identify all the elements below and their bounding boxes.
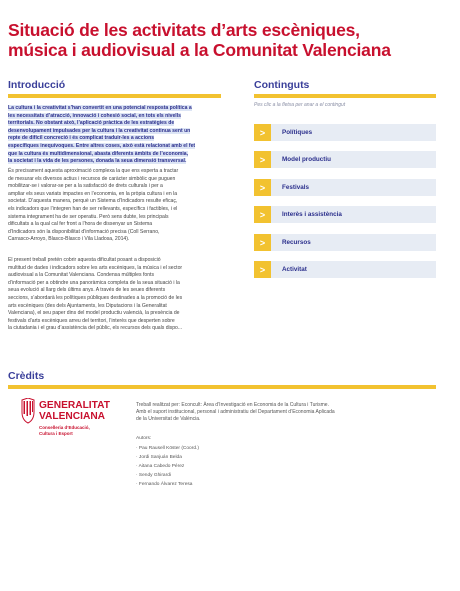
- credits-text: Treball realitzat per: Econcult: Àrea d’Investigació en Economia de la Cultura i Turisme. Amb el suport institucional, personal i administratiu del Departament d’Economia Aplicada de la Universitat de València.: [136, 402, 335, 422]
- intro-bold-line: la societat i la vida de les persones, donada la seua dimensió transversal.: [8, 158, 187, 165]
- arrow-right-icon[interactable]: >: [254, 234, 271, 251]
- arrow-right-icon[interactable]: >: [254, 124, 271, 141]
- nav-item-model-productiu[interactable]: [254, 151, 436, 168]
- nav-label: Activitat: [282, 266, 307, 273]
- title-line-2: música i audiovisual a la Comunitat Valenciana: [8, 40, 391, 60]
- intro-heading: Introducció: [8, 79, 66, 91]
- nav-item-interes-assistencia[interactable]: [254, 206, 436, 223]
- intro-paragraph-1: És precisament aquesta aproximació complexa la que ens esperta a tractar de mesurar els diversos actius i recursos de caràcter simbòlic que puguen mobilitzar-se i valorar-se per a la satisfacció de drets culturals i per a ampliar els seus variats impactes en l’economia, en la pròpia cultura i en la societat. D’aquesta manera, perquè un Sistema d’Indicadors resulte eficaç, els indicadors que l’integren han de ser rellevants, específics i factibles, i el sistema integrament ha de ser operatiu. Però sens dubte, les principals dificultats a la qual cal fer front a l’hora de dissenyar un Sistema d’Indicadors són la disponibilitat d’informació precisa (Coll Serrano, Carrasco-Arroyo, Blasco-Blasco i Vila Lladosa, 2014).: [8, 168, 179, 243]
- author-item: · Pau Rausell Köster (Coord.): [136, 446, 199, 451]
- author-item: · Jordi Sanjuán Belda: [136, 455, 182, 460]
- nav-label: Polítiques: [282, 129, 313, 136]
- intro-bold-line: específiques inequívoques. Entre altres coses, això està relacionat amb el fet: [8, 142, 196, 149]
- credits-heading: Crèdits: [8, 370, 45, 382]
- generalitat-logo-icon: [20, 398, 36, 424]
- authors-label: Autors:: [136, 436, 152, 441]
- arrow-right-icon[interactable]: >: [254, 151, 271, 168]
- nav-item-festivals[interactable]: [254, 179, 436, 196]
- logo-subtitle: Conselleria d’Educació, Cultura i Esport: [39, 425, 90, 436]
- nav-item-recursos[interactable]: [254, 234, 436, 251]
- intro-bold-line: que la cultura és multidimensional, abasta diferents àmbits de l’economia,: [8, 150, 189, 157]
- nav-label: Festivals: [282, 184, 309, 191]
- nav-label: Model productiu: [282, 156, 331, 163]
- page-title: [8, 20, 448, 60]
- contents-rule: [254, 94, 436, 98]
- intro-highlight: [8, 105, 221, 166]
- author-item: · Fernando Álvarez Teresa: [136, 482, 193, 487]
- intro-bold-line: territorials. No obstant això, l’aplicació pràctica de les estratègies de: [8, 120, 175, 127]
- credits-rule: [8, 385, 436, 389]
- nav-label: Recursos: [282, 239, 311, 246]
- author-item: · Sendy Ghirardi: [136, 473, 171, 478]
- contents-heading: Continguts: [254, 79, 310, 91]
- nav-item-politiques[interactable]: [254, 124, 436, 141]
- author-item: · Aitana Cabedo Pérez: [136, 464, 185, 469]
- intro-bold-line: les necessitats d’atracció, innovació i cohesió social, en tots els nivells: [8, 112, 181, 119]
- arrow-right-icon[interactable]: >: [254, 179, 271, 196]
- nav-item-activitat[interactable]: [254, 261, 436, 278]
- arrow-right-icon[interactable]: >: [254, 206, 271, 223]
- intro-bold-line: repte de difícil concreció i és complicat traduir-les a accions: [8, 135, 155, 142]
- arrow-right-icon[interactable]: >: [254, 261, 271, 278]
- nav-label: Interès i assistència: [282, 211, 342, 218]
- intro-bold-line: La cultura i la creativitat s’han convertit en una potencial resposta política a: [8, 105, 192, 111]
- title-line-1: Situació de les activitats d’arts escèniques,: [8, 20, 360, 40]
- contents-hint: Pes clic a la fletxa per anar a el contingut: [254, 102, 346, 108]
- intro-bold-line: desenvolupament impulsades per la cultura i la creativitat continua sent un: [8, 127, 191, 134]
- intro-paragraph-2: El present treball pretén cobrir aquesta dificultat posant a disposició multitud de dades i indicadors sobre les arts escèniques, la música i el sector audiovisual a la Comunitat Valenciana. Condensa múltiples fonts d’informació per a obtindre una panoràmica completa de la seua situació i la seua evolució al llarg dels últims anys. A través de les seues diferents seccions, s’abordarà les polítiques públiques destinades a la promoció de les arts escèniques (des dels Ajuntaments, les Diputacions i la Generalitat Valenciana), el seu paper dins del model productiu valencià, la presència de festivals d’arts escèniques arreu del territori, l’interès que desperten sobre la ciutadania i el grau d’assistència del públic, els recursos dels quals dispo...: [8, 257, 183, 332]
- intro-rule: [8, 94, 221, 98]
- logo-wordmark: GENERALITAT VALENCIANA: [39, 400, 110, 422]
